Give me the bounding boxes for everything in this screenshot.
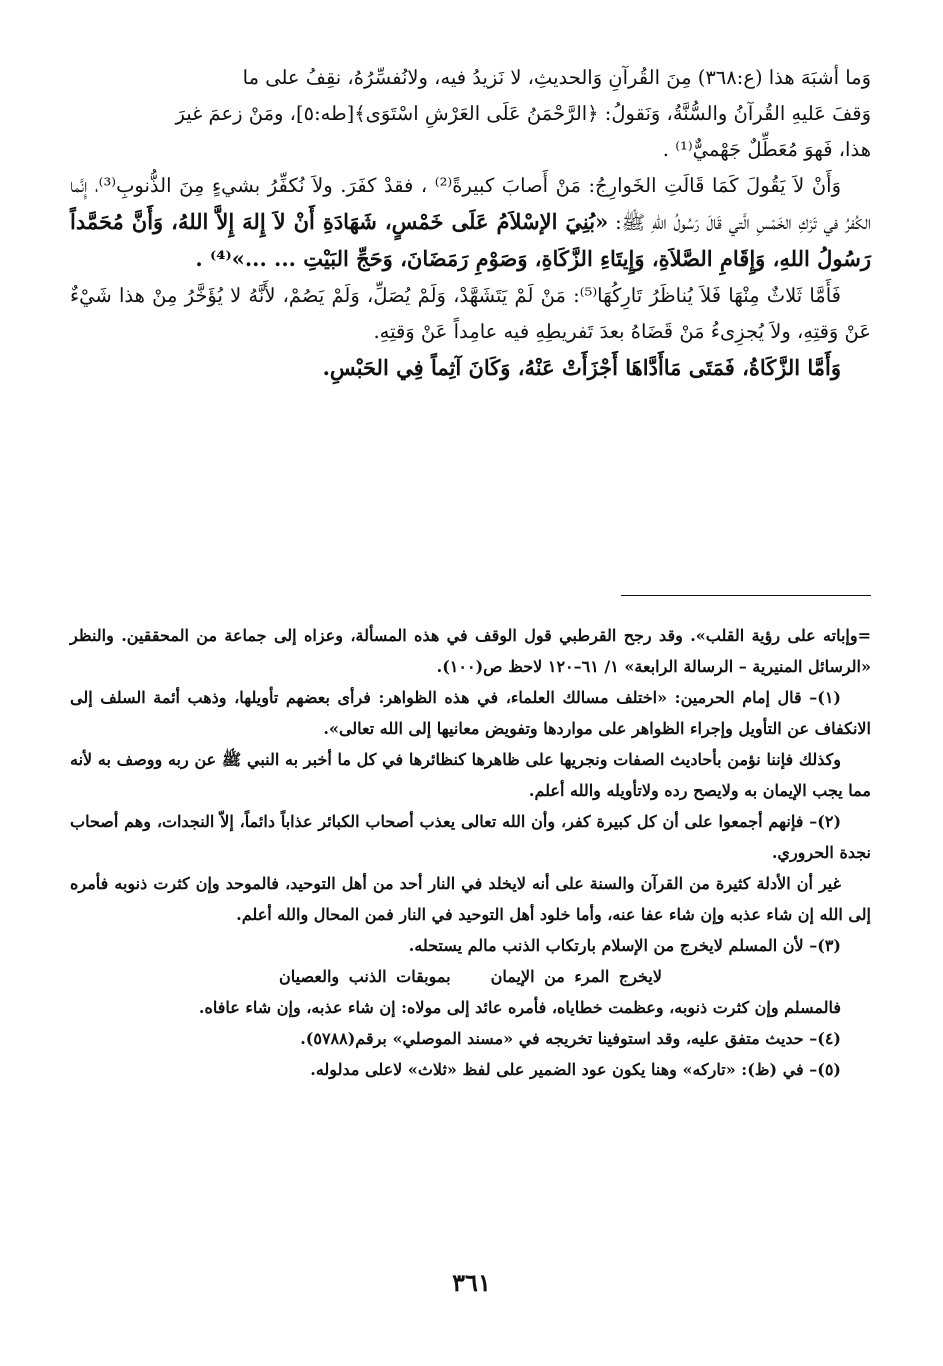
paragraph-three: فَأَمَّا ثَلاثٌ مِنْهَا فَلاَ يُناظَرُ تَارِكُهَا⁽⁵⁾: مَنْ لَمْ يَتَشَهَّدْ، وَلَمْ يُصَلِّ، وَلَمْ يَصُمْ، لأَنَّهُ لا يُؤَخَّرُ مِنْ هذا شَيْءٌ عَنْ وَقتِهِ، ولاَ يُجزِىءُ مَنْ قَضَاهُ بعدَ تَفريطِهِ فيه عامِداً عَنْ وَقتِهِ. bbox=[70, 284, 871, 343]
footnote-1: (١)– قال إمام الحرمين: «اختلف مسالك العلماء، في هذه الظواهر: فرأى بعضهم تأويلها، وذهب أئمة السلف إلى الانكفاف عن التأويل وإجراء الظواهر على مواردها وتفويض معانيها إلى الله تعالى». bbox=[70, 688, 871, 738]
verse-first-hemistich: لايخرج المرء من الإيمان bbox=[490, 967, 662, 986]
page-number: ٣٦١ bbox=[452, 1268, 491, 1297]
footnote-3: (٣)– لأن المسلم لايخرج من الإسلام بارتكاب الذنب مالم يستحله. bbox=[408, 936, 841, 955]
footnote-2-comment: غير أن الأدلة كثيرة من القرآن والسنة على أنه لايخلد في النار أحد من أهل التوحيد، فالموحد وإن كثرت ذنوبه فأمره إلى الله إن شاء عذبه وإن شاء عفا عنه، وأما خلود أهل التوحيد في النار فمن المحال والله أعلم. bbox=[70, 874, 871, 924]
paragraph-zakat: وَأَمَّا الزَّكَاةُ، فَمَتَى مَاأَدَّاهَا أَجْزَأَتْ عَنْهُ، وَكَانَ آثِماً فِي الحَبْسِ. bbox=[322, 355, 841, 380]
main-line-2: وَقفَ عَليهِ القُرآنُ والسُّنَّةُ، وَنَقولُ: ﴿الرَّحْمَنُ عَلَى العَرْشِ اسْتَوَى﴾[طه:٥]، ومَنْ زعمَ غيرَ bbox=[175, 102, 871, 125]
footnote-2: (٢)– فإنهم أجمعوا على أن كل كبيرة كفر، وأن الله تعالى يعذب أصحاب الكبائر عذاباً دائماً، إلاّ النجدات، وهم أصحاب نجدة الحروري. bbox=[70, 812, 871, 862]
main-text bbox=[70, 60, 871, 386]
main-line-3: هذا، فَهوَ مُعَطِّلٌ جَهْميٌّ⁽¹⁾ . bbox=[662, 138, 871, 161]
paragraph-khawarij-text: وَأَنْ لاَ يَقُولَ كَمَا قَالَتِ الخَوارِجُ: مَنْ أَصابَ كبيرةً⁽²⁾ ، فقدْ كفَرَ. ولاَ نُكفِّرُ بشيءٍ مِنَ الذُّنوبِ⁽³⁾، إِنَّما الكُفرُ في تَرْكِ الخَمْسِ الَّتي قَالَ رَسُولُ اللهِ ﷺ: bbox=[70, 174, 871, 234]
footnote-3-comment: فالمسلم وإن كثرت ذنوبه، وعظمت خطاياه، فأمره عائد إلى مولاه: إن شاء عذبه، وإن شاء عافاه. bbox=[198, 998, 841, 1017]
footnote-1-comment: وكذلك فإننا نؤمن بأحاديث الصفات ونجريها على ظاهرها كنظائرها في كل ما أخبر به النبي ﷺ عن ربه ووصف به لأنه مما يجب الإيمان به ولايصح رده ولاتأويله والله أعلم. bbox=[70, 750, 871, 800]
footnote-separator bbox=[621, 595, 871, 596]
footnote-4: (٤)– حديث متفق عليه، وقد استوفينا تخريجه في «مسند الموصلي» برقم(٥٧٨٨). bbox=[300, 1029, 841, 1048]
footnote-continuation: =وإباته على رؤية القلب». وقد رجح القرطبي قول الوقف في هذه المسألة، وعزاه إلى جماعة من المحققين. والنظر «الرسائل المنيرية – الرسالة الرابعة» ١/ ٦١–١٢٠ لاحظ ص(١٠٠). bbox=[70, 626, 871, 676]
verse-second-hemistich: بموبقات الذنب والعصيان bbox=[279, 967, 451, 986]
footnotes bbox=[70, 620, 871, 1085]
paragraph-khawarij bbox=[70, 168, 871, 278]
main-line-1: وَما أشبَهَ هذا (ع:٣٦٨) مِنَ القُرآنِ وَالحديثِ، لا نَزيدُ فيه، ولانُفسِّرُهُ، نقِفُ على ما bbox=[242, 66, 871, 89]
hadith-text: «بُنِيَ الإسْلاَمُ عَلَى خَمْسٍ، شَهَادَةِ أَنْ لاَ إِلهَ إِلاَّ اللهُ، وَأَنَّ مُحَمَّداً رَسُولُ اللهِ، وَإِقَامِ الصَّلاَةِ، وَإِيتَاءِ الزَّكَاةِ، وَصَوْمِ رَمَضَانَ، وَحَجِّ البَيْتِ ... ...»⁽⁴⁾ . bbox=[70, 209, 871, 271]
poetry-verse bbox=[70, 961, 871, 992]
footnote-5: (٥)– في (ظ): «تاركه» وهنا يكون عود الضمير على لفظ «ثلاث» لاعلى مدلوله. bbox=[310, 1060, 841, 1079]
